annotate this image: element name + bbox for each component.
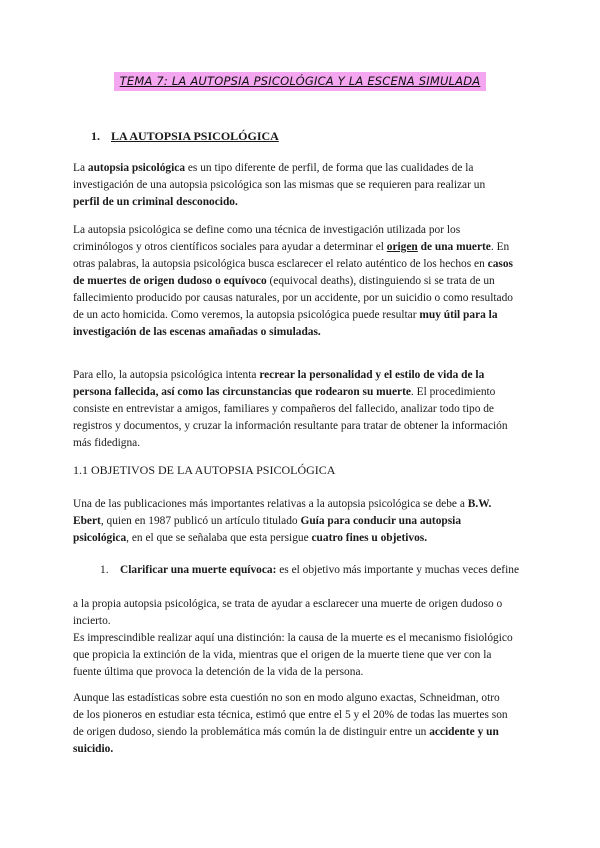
text: es el objetivo más importante y muchas veces define xyxy=(276,564,519,576)
text: Una de las publicaciones más importantes relativas a la autopsia psicológica se debe a xyxy=(73,498,468,510)
paragraph-3 xyxy=(73,367,513,452)
paragraph-1 xyxy=(73,160,513,211)
bold-text: autopsia psicológica xyxy=(87,162,186,174)
text: es un tipo diferente de perfil, de forma que las cualidades de la investigación de una autopsia psicológica son las mismas que se requieren para realizar un xyxy=(73,162,486,191)
title-container xyxy=(0,72,600,91)
bold-text: de una muerte xyxy=(417,241,491,253)
text: La xyxy=(73,162,88,174)
list-item-1 xyxy=(100,562,520,579)
text: , quien en 1987 publicó un artículo titulado xyxy=(100,515,301,527)
bold-text: accidente y un suicidio. xyxy=(73,726,499,755)
section-heading-1-1: 1.1 OBJETIVOS DE LA AUTOPSIA PSICOLÓGICA xyxy=(73,463,336,477)
underlined-text: origen xyxy=(386,241,418,253)
text: Aunque las estadísticas sobre esta cuestión no son en modo alguno exactas, Schneidman, otro de los pioneros en estudiar esta técnica, estimó que entre el 5 y el 20% de todas las muertes son de origen dudoso, siendo la problemática más común la de distinguir entre un xyxy=(73,692,508,738)
bold-text: Guía para conducir una autopsia psicológica xyxy=(73,515,462,544)
paragraph-4 xyxy=(73,496,513,547)
section-number: 1. xyxy=(91,129,100,143)
bold-text: casos de muertes de origen dudoso o equívoco xyxy=(73,258,513,287)
text: , en el que se señalaba que esta persigue xyxy=(126,532,312,544)
list-number: 1. xyxy=(100,564,109,576)
text: (equivocal deaths), distinguiendo si se trata de un fallecimiento producido por causas naturales, por un accidente, por un suicidio o como resultado de un acto homicida. Como veremos, la autopsia psicológica puede resultar xyxy=(73,275,513,321)
paragraph-2 xyxy=(73,222,513,341)
bold-text: muy útil para la investigación de las escenas amañadas o simuladas. xyxy=(73,309,498,338)
section-heading-1 xyxy=(73,128,513,145)
text: Para ello, la autopsia psicológica intenta xyxy=(73,369,260,381)
page-title: TEMA 7: LA AUTOPSIA PSICOLÓGICA Y LA ESCENA SIMULADA xyxy=(114,72,487,91)
text: a la propia autopsia psicológica, se trata de ayudar a esclarecer una muerte de origen dudoso o incierto. xyxy=(73,598,503,627)
bold-text: perfil de un criminal desconocido. xyxy=(73,196,238,208)
bold-text: cuatro fines u objetivos. xyxy=(311,532,428,544)
paragraph-6 xyxy=(73,690,513,758)
text: . En otras palabras, la autopsia psicológica busca esclarecer el relato auténtico de los hechos en xyxy=(73,241,510,270)
bold-text: recrear la personalidad y el estilo de vida de la persona fallecida, así como las circunstancias que rodearon su muerte xyxy=(73,369,485,398)
section-label: LA AUTOPSIA PSICOLÓGICA xyxy=(111,129,279,143)
text: La autopsia psicológica se define como una técnica de investigación utilizada por los criminólogos y otros científicos sociales para ayudar a determinar el xyxy=(73,224,461,253)
bold-text: Clarificar una muerte equívoca: xyxy=(120,564,277,576)
text: . El procedimiento consiste en entrevistar a amigos, familiares y compañeros del fallecido, analizar todo tipo de registros y documentos, y cruzar la información resultante para tratar de obtener la información más fidedigna. xyxy=(73,386,508,449)
paragraph-5 xyxy=(73,596,513,681)
text: Es imprescindible realizar aquí una distinción: la causa de la muerte es el mecanismo fisiológico que propicia la extinción de la vida, mientras que el origen de la muerte tiene que ver con la fuente última que provoca la detención de la vida de la persona. xyxy=(73,632,513,678)
bold-text: B.W. Ebert xyxy=(73,498,492,527)
